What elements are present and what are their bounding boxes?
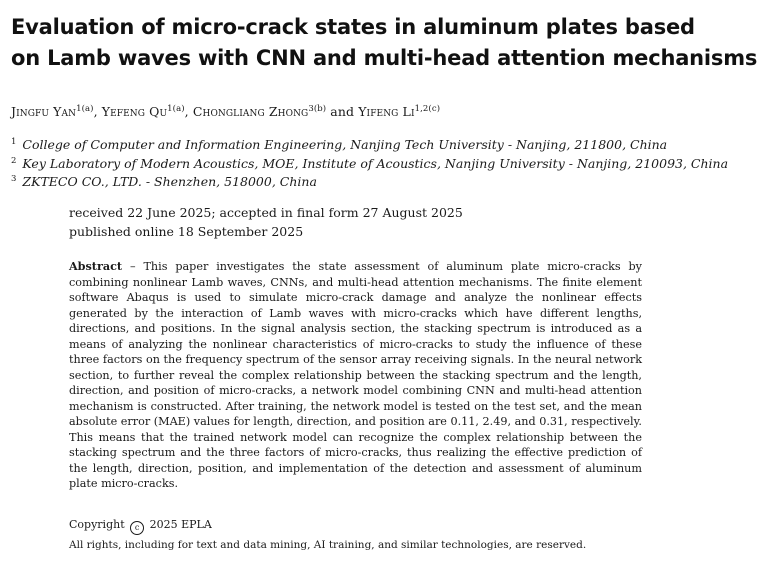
publication-dates <box>69 203 463 241</box>
rights-statement: All rights, including for text and data mining, AI training, and similar technologies, are reserved. <box>69 539 587 551</box>
copyright-line <box>69 518 212 535</box>
affiliation-text: ZKTECO CO., LTD. - Shenzhen, 518000, China <box>22 174 317 189</box>
author-separator: and <box>326 104 359 119</box>
paper-title <box>11 12 771 74</box>
abstract-text: This paper investigates the state assessment of aluminum plate micro-cracks by combining nonlinear Lamb waves, CNNs, and multi-head attention mechanisms. The finite element software Abaqus is used to simulate micro-crack damage and analyze the nonlinear effects generated by the interaction of Lamb waves with micro-cracks which have different lengths, directions, and positions. In the signal analysis section, the stacking spectrum is introduced as a means of analyzing the nonlinear characteristics of micro-cracks to study the influence of these three factors on the frequency spectrum of the sensor array receiving signals. In the neural network section, to further reveal the complex relationship between the stacking spectrum and the length, direction, and position of micro-cracks, a network model combining CNN and multi-head attention mechanism is constructed. After training, the network model is tested on the test set, and the mean absolute error (MAE) values for length, direction, and position are 0.11, 2.49, and 0.31, respectively. This means that the trained network model can recognize the complex relationship between the stacking spectrum and the three factors of micro-cracks, thus realizing the effective prediction of the length, direction, position, and implementation of the detection and assessment of aluminum plate micro-cracks. <box>69 260 642 490</box>
author-list <box>11 104 440 119</box>
author: Yifeng $Li^{1,2(c)}$ <box>358 104 441 119</box>
affiliation-number: 1 <box>11 137 17 147</box>
copyright-label: Copyright <box>69 518 125 531</box>
author: Chongliang Zhong$^{3(b)}$ <box>192 104 327 119</box>
affiliation-number: 2 <box>11 155 17 166</box>
published-date: published online 18 September 2025 <box>69 224 304 239</box>
author-affiliation-marker: 3(b) <box>308 104 327 114</box>
affiliation-list <box>11 136 728 192</box>
author: Jingfu Yan$^{1(a)}$ <box>11 104 94 119</box>
author-separator: , <box>93 104 102 119</box>
author-separator: , <box>184 104 193 119</box>
affiliation <box>11 173 728 192</box>
copyright-year-publisher: 2025 EPLA <box>149 518 212 531</box>
abstract <box>69 259 642 492</box>
abstract-label: Abstract <box>69 259 123 273</box>
affiliation-text: Key Laboratory of Modern Acoustics, MOE, Institute of Acoustics, Nanjing University - Nanjing, 210093, China <box>22 155 729 171</box>
abstract-dash: – <box>122 260 144 273</box>
paper-title-line-1: Evaluation of micro-crack states in aluminum plates based <box>11 15 695 39</box>
affiliation <box>11 155 728 174</box>
copyright-icon: c <box>130 521 144 535</box>
author-affiliation-marker: 1,2(c) <box>414 104 441 114</box>
author: Yefeng $Qu^{1(a)}$ <box>101 104 185 119</box>
paper-title-line-2: on Lamb waves with CNN and multi-head attention mechanisms <box>11 46 758 70</box>
author-affiliation-marker: 1(a) <box>76 104 94 114</box>
affiliation-text: College of Computer and Information Engineering, Nanjing Tech University - Nanjing, 211800, China <box>22 137 668 152</box>
author-affiliation-marker: 1(a) <box>167 104 185 114</box>
affiliation <box>11 136 728 155</box>
received-accepted-date: received 22 June 2025; accepted in final form 27 August 2025 <box>69 205 463 220</box>
affiliation-number: 3 <box>11 174 17 184</box>
